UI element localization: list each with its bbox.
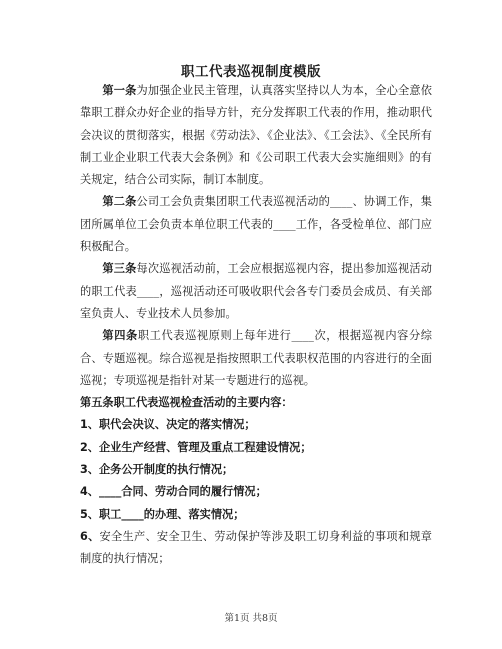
document-body (80, 80, 432, 571)
article-2 (80, 191, 432, 258)
article-label: 第三条 (102, 262, 137, 276)
page-footer: 第1页 共8页 (224, 613, 278, 624)
list-item: 4、____合同、劳动合同的履行情况； (80, 485, 267, 499)
article-text: 职工代表巡视原则上每年进行____次，根据巡视内容分综合、专题巡视。综合巡视是指按照职工代表职权范围的内容进行的全面巡视；专项巡视是指针对某一专题进行的巡视。 (80, 329, 432, 387)
article-label: 第二条 (102, 195, 137, 209)
list-item (80, 526, 432, 571)
article-text: 为加强企业民主管理，认真落实坚持以人为本，全心全意依靠职工群众办好企业的指导方针，充分发挥职工代表的作用，推动职代会决议的贯彻落实，根据《劳动法》、《企业法》、《工会法》、《全民所有制工业企业职工代表大会条例》和《公司职工代表大会实施细则》的有关规定，结合公司实际，制订本制度。 (80, 84, 432, 187)
article-4 (80, 325, 432, 392)
list-item: 3、企务公开制度的执行情况； (80, 463, 234, 477)
article-text: 每次巡视活动前，工会应根据巡视内容，提出参加巡视活动的职工代表____，巡视活动还可吸收职代会各专门委员会成员、有关部室负责人、专业技术人员参加。 (80, 262, 432, 320)
article-label: 第一条 (102, 84, 137, 97)
article-5-heading: 第五条职工代表巡视检查活动的主要内容： (80, 396, 293, 410)
article-3 (80, 258, 432, 325)
item-number: 6、 (80, 529, 100, 543)
list-item: 5、职工____的办理、落实情况； (80, 507, 245, 521)
document-title: 职工代表巡视制度模版 (181, 64, 321, 80)
item-text: 安全生产、安全卫生、劳动保护等涉及职工切身利益的事项和规章制度的执行情况； (80, 529, 432, 566)
article-text: 公司工会负责集团职工代表巡视活动的____、协调工作，集团所属单位工会负责本单位职工代表的____工作，各受检单位、部门应积极配合。 (80, 195, 432, 254)
list-item: 1、职代会决议、决定的落实情况； (80, 418, 256, 432)
list-item: 2、企业生产经营、管理及重点工程建设情况； (80, 440, 312, 454)
article-1 (80, 80, 432, 191)
article-label: 第四条 (102, 329, 138, 343)
